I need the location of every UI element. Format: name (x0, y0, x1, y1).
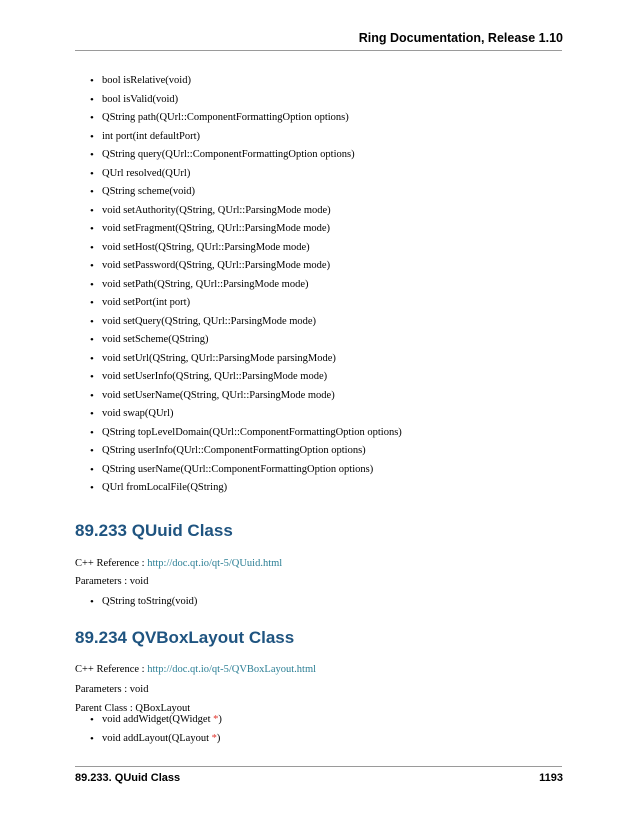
quuid-methods-list (90, 593, 197, 612)
method-item (90, 711, 222, 730)
parent-class-qvboxlayout: Parent Class : QBoxLayout (75, 703, 191, 714)
method-text: void addWidget(QWidget (102, 714, 214, 725)
method-item: • void setPath(QString, QUrl::ParsingMode mode) (90, 276, 402, 295)
cpp-reference-quuid (75, 558, 282, 569)
parameters-qvboxlayout: Parameters : void (75, 684, 149, 695)
footer-page-number: 1193 (539, 772, 563, 784)
running-header-title: Ring Documentation, Release 1.10 (358, 31, 563, 45)
method-item: • void swap(QUrl) (90, 405, 402, 424)
method-item: • void setPassword(QString, QUrl::ParsingMode mode) (90, 257, 402, 276)
method-item: • QUrl resolved(QUrl) (90, 165, 402, 184)
qurl-methods-list (90, 72, 402, 498)
method-item: • QString topLevelDomain(QUrl::ComponentFormattingOption options) (90, 424, 402, 443)
method-item: • void setFragment(QString, QUrl::ParsingMode mode) (90, 220, 402, 239)
section-heading-quuid: 89.233 QUuid Class (75, 521, 233, 540)
method-item: • QString scheme(void) (90, 183, 402, 202)
pointer-star: * (213, 714, 219, 725)
method-item: • void setQuery(QString, QUrl::ParsingMode mode) (90, 313, 402, 332)
cpp-reference-label: C++ Reference : (75, 664, 148, 675)
method-item: • int port(int defaultPort) (90, 128, 402, 147)
method-item: • QString userName(QUrl::ComponentFormattingOption options) (90, 461, 402, 480)
cpp-reference-label: C++ Reference : (75, 558, 148, 569)
method-item: • bool isValid(void) (90, 91, 402, 110)
footer-rule (75, 766, 562, 767)
method-item: • void setUserInfo(QString, QUrl::ParsingMode mode) (90, 368, 402, 387)
header-rule (75, 50, 562, 51)
method-item: • QString toString(void) (90, 593, 197, 612)
method-text: void addLayout(QLayout (102, 732, 212, 744)
footer-section-title: 89.233. QUuid Class (75, 772, 181, 784)
qvboxlayout-doc-link[interactable]: http://doc.qt.io/qt-5/QVBoxLayout.html (147, 664, 317, 675)
section-heading-qvboxlayout: 89.234 QVBoxLayout Class (75, 628, 295, 647)
method-item: • void setAuthority(QString, QUrl::ParsingMode mode) (90, 202, 402, 221)
method-item (90, 730, 222, 749)
cpp-reference-qvboxlayout (75, 664, 316, 675)
method-item: • QString query(QUrl::ComponentFormattingOption options) (90, 146, 402, 165)
method-item: • void setUrl(QString, QUrl::ParsingMode parsingMode) (90, 350, 402, 369)
qvboxlayout-methods-list (90, 711, 222, 748)
method-item: • void setHost(QString, QUrl::ParsingMode mode) (90, 239, 402, 258)
method-item: • void setPort(int port) (90, 294, 402, 313)
method-item: • QString path(QUrl::ComponentFormattingOption options) (90, 109, 402, 128)
method-close-paren: ) (216, 732, 221, 744)
quuid-doc-link[interactable]: http://doc.qt.io/qt-5/QUuid.html (147, 558, 283, 569)
method-item: • QUrl fromLocalFile(QString) (90, 479, 402, 498)
method-close-paren: ) (218, 714, 222, 725)
method-item: • void setUserName(QString, QUrl::ParsingMode mode) (90, 387, 402, 406)
pointer-star: * (211, 732, 217, 744)
parameters-quuid: Parameters : void (75, 576, 149, 587)
method-item: • QString userInfo(QUrl::ComponentFormattingOption options) (90, 442, 402, 461)
method-item: • void setScheme(QString) (90, 331, 402, 350)
method-item: • bool isRelative(void) (90, 72, 402, 91)
